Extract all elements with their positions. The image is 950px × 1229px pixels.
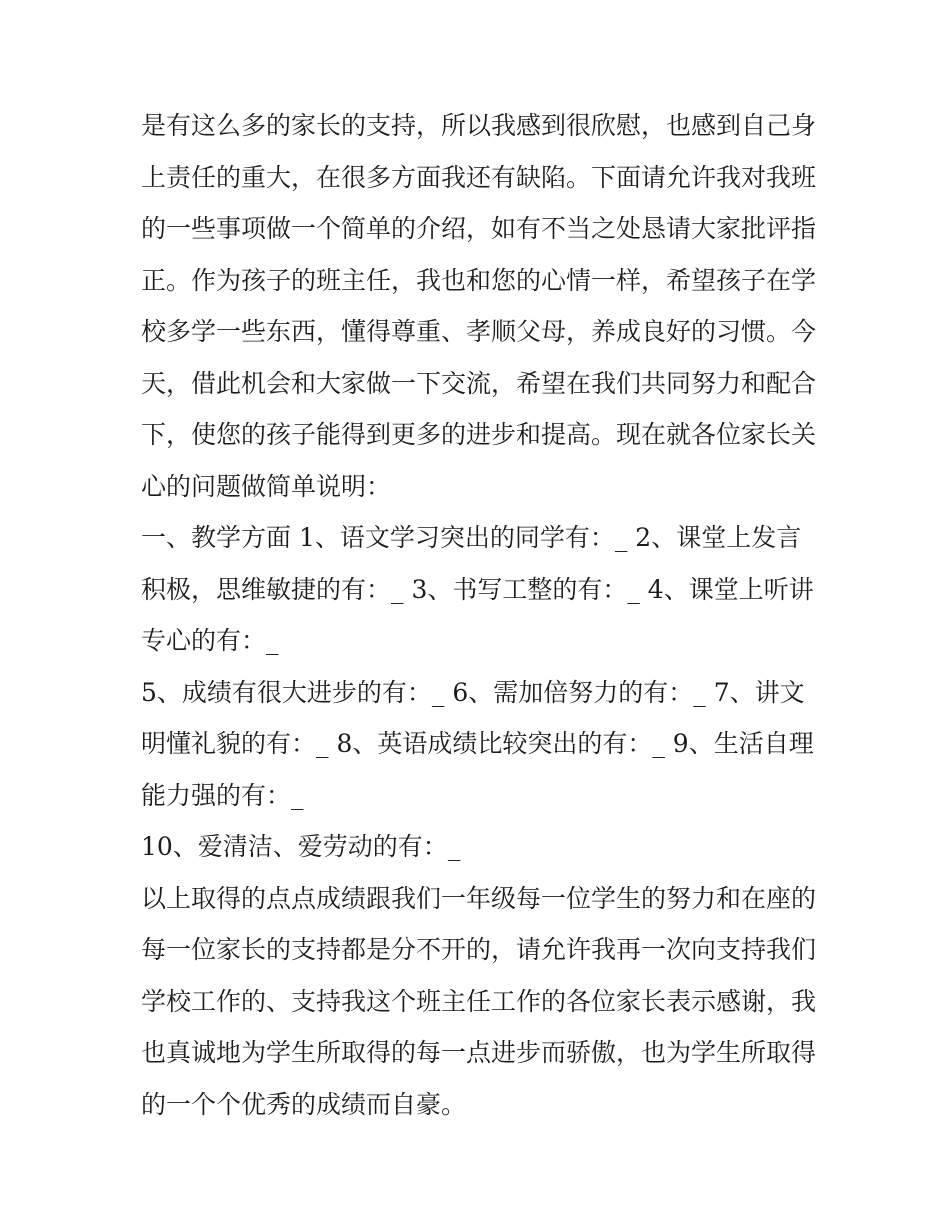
text-line-5: 校多学一些东西，懂得尊重、孝顺父母，养成良好的习惯。今 bbox=[141, 317, 817, 346]
text-line-17: 每一位家长的支持都是分不开的，请允许我再一次向支持我们 bbox=[141, 935, 817, 964]
text-line-12: 5、成绩有很大进步的有：_ 6、需加倍努力的有：_ 7、讲文 bbox=[141, 677, 805, 707]
text-line-6: 天，借此机会和大家做一下交流，希望在我们共同努力和配合 bbox=[141, 368, 817, 398]
text-line-20: 的一个个优秀的成绩而自豪。 bbox=[141, 1089, 467, 1119]
document-body bbox=[141, 100, 817, 1130]
text-line-18: 学校工作的、支持我这个班主任工作的各位家长表示感谢，我 bbox=[141, 986, 817, 1016]
text-line-14: 能力强的有：_ bbox=[141, 780, 304, 810]
text-line-19: 也真诚地为学生所取得的每一点进步而骄傲，也为学生所取得 bbox=[141, 1038, 817, 1067]
text-line-4: 正。作为孩子的班主任，我也和您的心情一样，希望孩子在学 bbox=[141, 265, 817, 295]
text-line-10: 积极，思维敏捷的有：_ 3、书写工整的有：_ 4、课堂上听讲 bbox=[141, 574, 814, 604]
text-line-7: 下，使您的孩子能得到更多的进步和提高。现在就各位家长关 bbox=[141, 420, 817, 449]
text-line-1: 是有这么多的家长的支持，所以我感到很欣慰，也感到自己身 bbox=[141, 111, 817, 140]
text-line-3: 的一些事项做一个简单的介绍，如有不当之处恳请大家批评指 bbox=[141, 214, 817, 243]
text-line-13: 明懂礼貌的有：_ 8、英语成绩比较突出的有：_ 9、生活自理 bbox=[141, 729, 814, 758]
text-line-15: 10、爱清洁、爱劳动的有：_ bbox=[141, 832, 461, 861]
text-line-16: 以上取得的点点成绩跟我们一年级每一位学生的努力和在座的 bbox=[141, 883, 817, 913]
text-line-8: 心的问题做简单说明： bbox=[141, 471, 392, 501]
text-line-9: 一、教学方面 1、语文学习突出的同学有：_ 2、课堂上发言 bbox=[141, 523, 802, 552]
text-line-2: 上责任的重大，在很多方面我还有缺陷。下面请允许我对我班 bbox=[141, 162, 817, 192]
text-line-11: 专心的有：_ bbox=[141, 626, 279, 655]
